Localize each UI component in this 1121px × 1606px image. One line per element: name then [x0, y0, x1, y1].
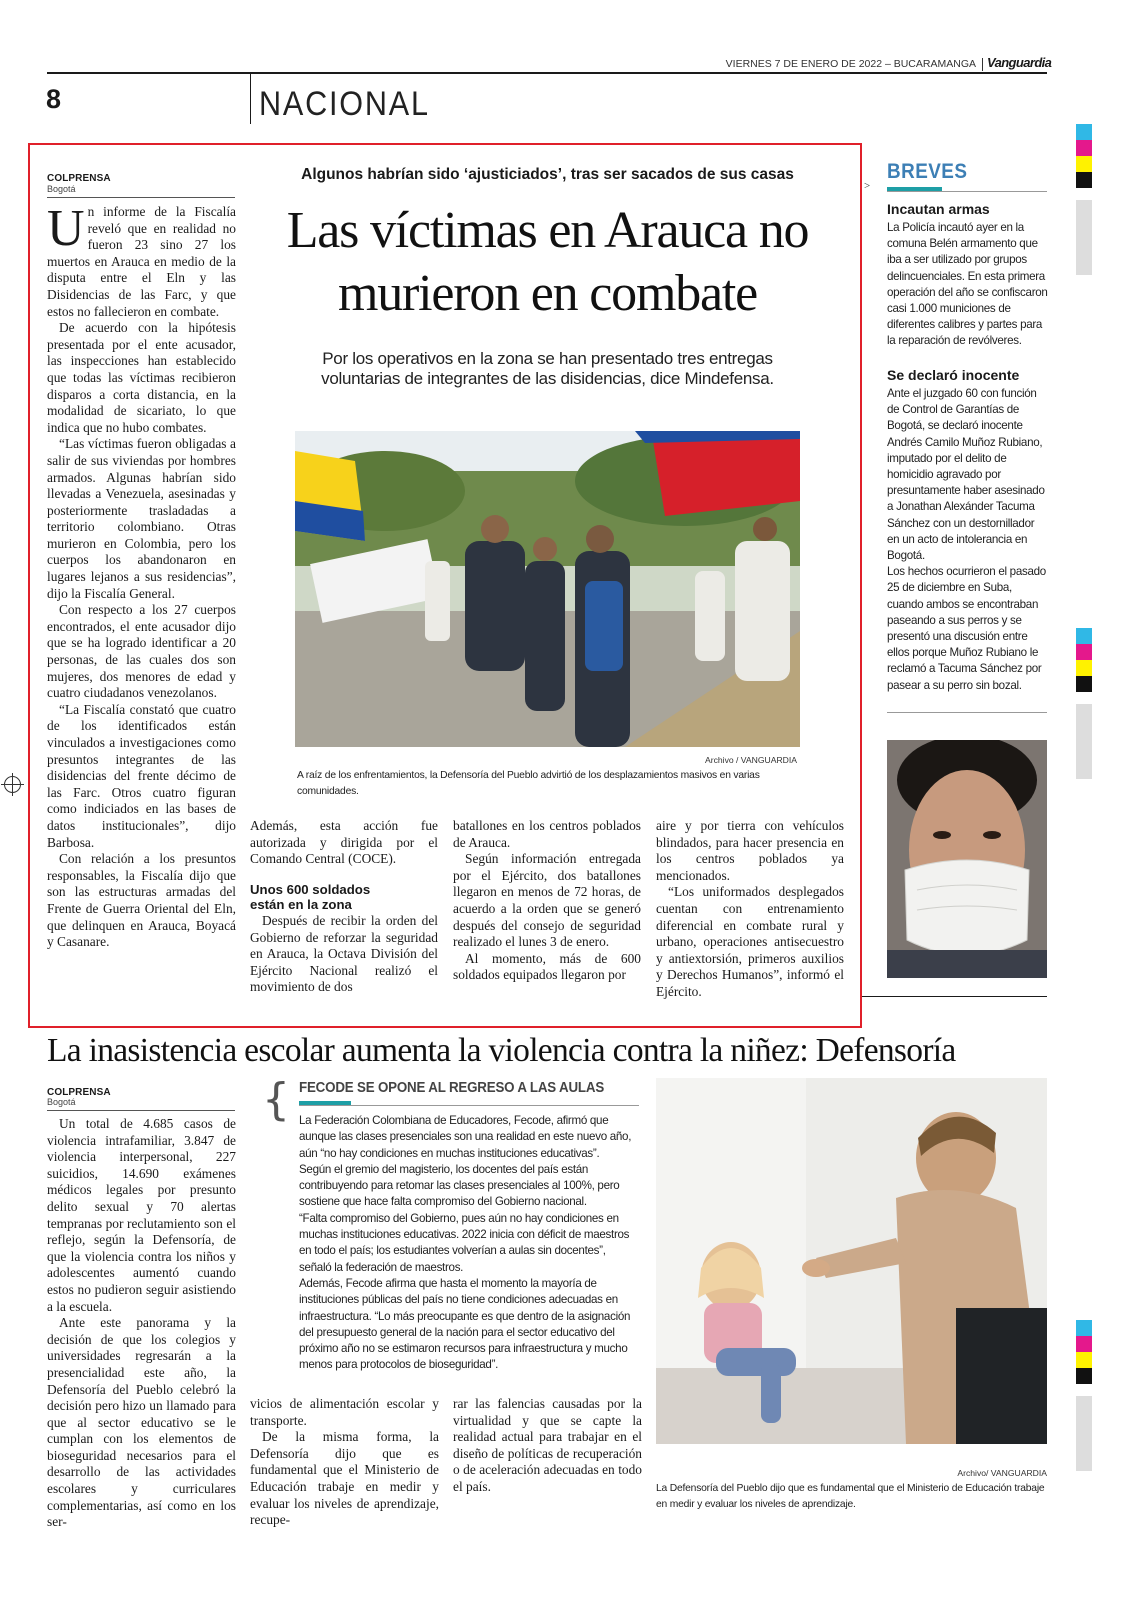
paragraph: n informe de la Fiscalía reveló que en realidad no fueron 23 sino 27 los muertos en Arauca en medio de la disputa entre el Eln y las Disidencias de las Farc, y que estos no fallecieron en combate. [47, 204, 236, 319]
photo-credit: Archivo / VANGUARDIA [704, 755, 797, 765]
paragraph: Después de recibir la orden del Gobierno de reforzar la seguridad en Arauca, la Octava División del Ejército Nacional realizó el movimiento de dos [250, 912, 438, 995]
article-headline: Las víctimas en Arauca no murieron en combate [286, 202, 809, 322]
brand-logo: Vanguardia [987, 55, 1052, 70]
breves-arrow: > [864, 180, 871, 192]
brace-icon: { [262, 1074, 290, 1125]
paragraph: Además, esta acción fue autorizada y dirigida por el Comando Central (COCE). [250, 818, 438, 867]
section-title: NACIONAL [259, 85, 430, 123]
paragraph: aire y por tierra con vehículos blindados, para hacer presencia en los centros poblados ya mencionados. [656, 818, 844, 883]
breve-title: Incautan armas [887, 201, 990, 217]
breves-title: BREVES [887, 160, 968, 183]
paragraph: vicios de alimentación escolar y transporte. [250, 1396, 439, 1428]
paragraph: Con respecto a los 27 cuerpos encontrados, el ente acusador dijo que se ha logrado identificar a 20 personas, de las cuales dos son mujeres, dos menores de edad y cuatro ciudadanos venezolanos. [47, 602, 236, 701]
masked-man-image [887, 740, 1047, 978]
article-column-2 [250, 818, 438, 996]
section-divider [250, 74, 251, 124]
paragraph: “Los uniformados desplegados cuentan con entrenamiento diferencial en combate rural y urbano, operaciones antisecuestro y antiextorsión, primeros auxilios y Derechos Humanos”, informó el Ejército. [656, 884, 844, 999]
photo-caption: La Defensoría del Pueblo dijo que es fundamental que el Ministerio de Educación trabaje en medir y evaluar los niveles de aprendizaje. [656, 1483, 1045, 1510]
article2-photo [656, 1078, 1047, 1444]
registration-mark-v [12, 773, 13, 796]
color-strip-mid [1076, 628, 1092, 779]
article-photo [295, 431, 800, 747]
sidebar-title: FECODE SE OPONE AL REGRESO A LAS AULAS [299, 1080, 605, 1096]
section-rule [862, 996, 1047, 997]
paragraph: Un total de 4.685 casos de violencia intrafamiliar, 3.847 de violencia interpersonal, 227 suicidios, 14.690 exámenes médicos legales por presunto delito sexual y 70 alertas tempranas por reclutamiento son el reflejo, según la Defensoría, de que la violencia contra los niños y adolescentes aumentó cuando estos no pudieron seguir asistiendo a la escuela. [47, 1116, 236, 1314]
header-rule [47, 72, 1047, 74]
breve-text [887, 386, 1049, 694]
paragraph: “La Fiscalía constató que cuatro de los identificados están vinculados a investigaciones como presuntos integrantes de las disidencias del frente décimo de las Farc. Otros cuatro figuran como indiciados en las bases de datos institucionales”, dijo Barbosa. [47, 701, 236, 850]
article-column-4 [656, 818, 844, 1001]
subhead: Unos 600 soldados están en la zona [250, 881, 371, 913]
byline-city: Bogotá [47, 1097, 76, 1107]
breves-rule [887, 191, 1047, 192]
article-kicker: Algunos habrían sido ‘ajusticiados’, tras ser sacados de sus casas [301, 166, 794, 183]
protest-scene-image [295, 431, 800, 747]
color-strip-top [1076, 124, 1092, 275]
photo-credit: Archivo/ VANGUARDIA [957, 1468, 1047, 1478]
sidebar-rule [299, 1105, 639, 1106]
paragraph: batallones en los centros poblados de Arauca. [453, 818, 641, 850]
drop-cap: U [47, 200, 85, 257]
article2-column-2 [250, 1396, 439, 1529]
paragraph: rar las falencias causadas por la virtualidad y que se capte la realidad actual para trabajar en el diseño de políticas de recuperación o de aceleración adecuadas en todo el país. [453, 1396, 642, 1494]
paragraph: Con relación a los presuntos responsables, la Fiscalía dijo que son las estructuras armadas del Frente de Guerra Oriental del Eln, que delinquen en Arauca, Boyacá y Casanare. [47, 851, 236, 950]
paragraph: De la misma forma, la Defensoría dijo que es fundamental que el Ministerio de Educación trabaje en medir y evaluar los niveles de aprendizaje, recupe- [250, 1429, 439, 1528]
paragraph: Ante el juzgado 60 con función de Control de Garantías de Bogotá, se declaró inocente Andrés Camilo Muñoz Rubiano, imputado por el delito de homicidio agravado por presuntamente haber asesinado a Jonathan Alexánder Tacuma Sánchez con un destornillador en un acto de intolerancia en Bogotá. [887, 387, 1045, 563]
article2-column-3 [453, 1396, 642, 1496]
byline-rule [47, 1110, 235, 1111]
dateline: VIERNES 7 DE ENERO DE 2022 – BUCARAMANGA [725, 58, 976, 70]
byline-rule [47, 197, 235, 198]
adult-scolding-child-image [656, 1078, 1047, 1444]
article2-headline: La inasistencia escolar aumenta la violencia contra la niñez: Defensoría [47, 1032, 956, 1069]
byline: COLPRENSA [47, 1087, 111, 1098]
article-column-3 [453, 818, 641, 984]
byline: COLPRENSA [47, 173, 111, 184]
paragraph: Al momento, más de 600 soldados equipados llegaron por [453, 950, 641, 983]
sidebar-body [299, 1113, 639, 1374]
paragraph: De acuerdo con la hipótesis presentada por el ente acusador, las inspecciones han establecido que todas las víctimas recibieron disparos a corta distancia, en la modalidad de sicariato, lo que indica que no hubo combates. [47, 320, 236, 435]
paragraph: Según información entregada por el Ejército, dos batallones llegaron en menos de 72 horas, de acuerdo a la orden que se generó después del consejo de seguridad realizado el lunes 3 de enero. [453, 851, 641, 950]
breve-title: Se declaró inocente [887, 367, 1020, 383]
paragraph: Según el gremio del magisterio, los docentes del país están contribuyendo para retomar las clases presenciales al 100%, pero sostiene que hace falta compromiso del Gobierno nacional. [299, 1162, 620, 1209]
byline-city: Bogotá [47, 184, 76, 194]
article-column-1 [47, 200, 236, 951]
paragraph: “Falta compromiso del Gobierno, pues aún no hay condiciones en muchas instituciones educativas. 2022 inicia con déficit de maestros en todo el país; los estudiantes volverían a aulas sin docentes”, señaló la federación de maestros. [299, 1211, 630, 1274]
paragraph: Los hechos ocurrieron el pasado 25 de diciembre en Suba, cuando ambos se encontraban paseando a sus perros y se presentó una discusión entre ellos porque Muñoz Rubiano le reclamó a Tacuma Sánchez por pasear a su perro sin bozal. [887, 565, 1046, 692]
breves-bottom-rule [887, 712, 1047, 713]
paragraph: Ante este panorama y la decisión de que los colegios y universidades regresarán a la presencialidad este año, la Defensoría del Pueblo celebró la decisión pero hizo un llamado para que al sector educativo se le cumplan con los elementos de bioseguridad necesarios para el desarrollo de las actividades escolares y curriculares complementarias, así como en los ser- [47, 1315, 236, 1530]
portrait-photo [887, 740, 1047, 978]
article2-column-1 [47, 1116, 236, 1531]
header-separator [982, 58, 983, 71]
article-deck: Por los operativos en la zona se han presentado tres entregas voluntarias de integrantes de las disidencias, dice Mindefensa. [321, 349, 774, 388]
paragraph: Además, Fecode afirma que hasta el momento la mayoría de instituciones públicas del país no tiene condiciones adecuadas en infraestructura. “Lo más preocupante es que dentro de la asignación del presupuesto general de la nación para el sector educativo del próximo año no se estimaron recursos para infraestructura y mucho menos para protocolos de bioseguridad”. [299, 1276, 631, 1372]
paragraph: “Las víctimas fueron obligadas a salir de sus viviendas por hombres armados. Algunas habrían sido llevadas a Venezuela, asesinadas y posteriormente trasladadas a territorio colombiano. Otras murieron en Colombia, pero los cuerpos los abandonaron en lugares lejanos a sus residencias”, dijo la Fiscalía General. [47, 436, 236, 601]
photo-caption: A raíz de los enfrentamientos, la Defensoría del Pueblo advirtió de los desplazamientos masivos en varias comunidades. [297, 770, 760, 797]
breve-text: La Policía incautó ayer en la comuna Belén armamento que iba a ser utilizado por grupos delincuenciales. En esta primera operación del año se confiscaron casi 1.000 municiones de diferentes calibres y partes para la reparación de revólveres. [887, 221, 1048, 348]
page-number: 8 [46, 84, 62, 114]
paragraph: La Federación Colombiana de Educadores, Fecode, afirmó que aunque las clases presenciales son una realidad en este nuevo año, aún “no hay condiciones en muchas instituciones educativas”. [299, 1114, 632, 1160]
color-strip-bottom [1076, 1320, 1092, 1471]
